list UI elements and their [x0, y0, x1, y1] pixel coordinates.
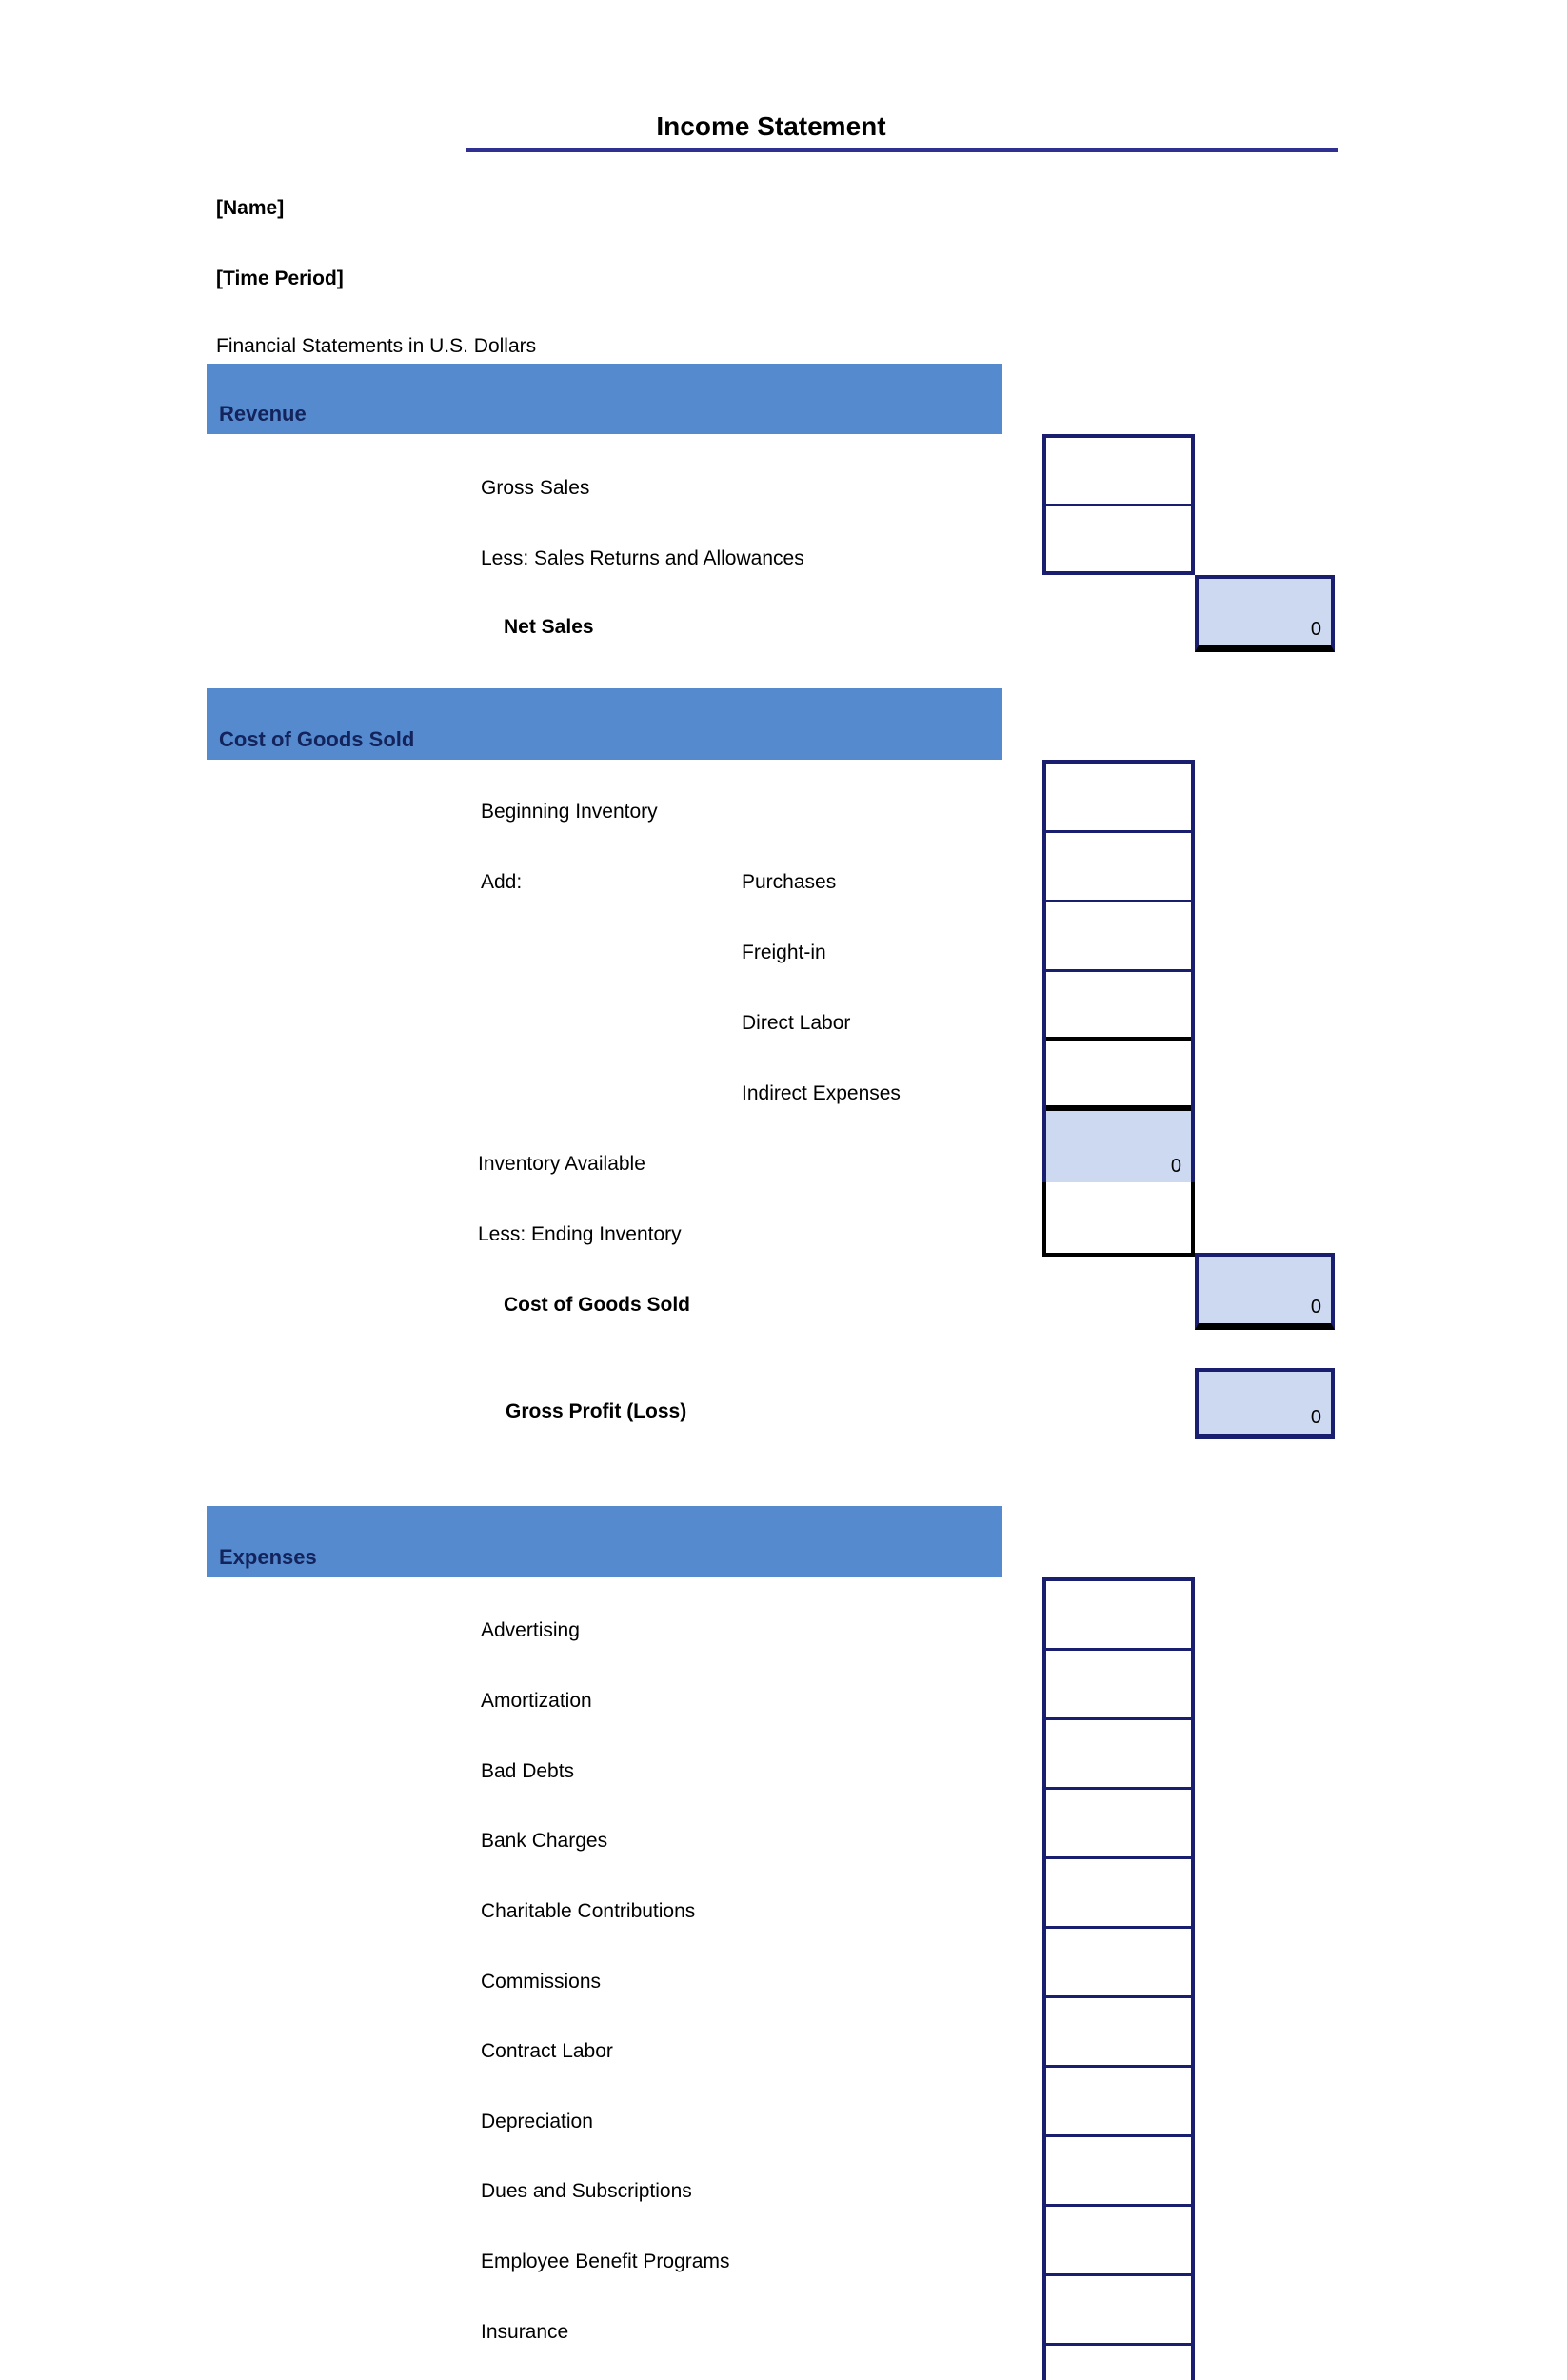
contract-labor-label: Contract Labor [481, 2040, 613, 2062]
freight-in-label: Freight-in [742, 942, 826, 963]
inventory-available-total-cell[interactable]: 0 [1046, 1111, 1191, 1182]
direct-labor-label: Direct Labor [742, 1012, 851, 1034]
add-label: Add: [481, 871, 523, 893]
dues-subscriptions-label: Dues and Subscriptions [481, 2180, 692, 2202]
revenue-section-heading: Revenue [219, 402, 307, 426]
expenses-section-heading: Expenses [219, 1545, 317, 1569]
indirect-expenses-label: Indirect Expenses [742, 1082, 901, 1104]
direct-labor-input-cell[interactable] [1046, 972, 1191, 1041]
cogs-total-cell[interactable]: 0 [1195, 1253, 1335, 1330]
sales-returns-input-cell[interactable] [1046, 506, 1191, 572]
charitable-contributions-label: Charitable Contributions [481, 1900, 696, 1922]
expenses-input-stack [1042, 1577, 1195, 2380]
extra-expense-input-cell[interactable] [1046, 2346, 1191, 2380]
beginning-inventory-input-cell[interactable] [1046, 764, 1191, 833]
commissions-input-cell[interactable] [1046, 1929, 1191, 1998]
time-period-placeholder: [Time Period] [216, 268, 344, 289]
contract-labor-input-cell[interactable] [1046, 1998, 1191, 2068]
revenue-input-stack [1042, 434, 1195, 575]
cogs-section-heading: Cost of Goods Sold [219, 727, 415, 751]
revenue-section-bar [207, 364, 1002, 434]
purchases-label: Purchases [742, 871, 837, 893]
depreciation-label: Depreciation [481, 2111, 593, 2132]
gross-sales-label: Gross Sales [481, 477, 590, 499]
commissions-label: Commissions [481, 1971, 602, 1993]
page-title: Income Statement [656, 111, 886, 141]
amortization-label: Amortization [481, 1690, 592, 1712]
net-sales-total-cell[interactable]: 0 [1195, 575, 1335, 652]
amortization-input-cell[interactable] [1046, 1651, 1191, 1720]
ending-inventory-input-cell[interactable] [1042, 1182, 1195, 1257]
beginning-inventory-label: Beginning Inventory [481, 801, 658, 823]
bad-debts-input-cell[interactable] [1046, 1720, 1191, 1790]
advertising-input-cell[interactable] [1046, 1581, 1191, 1651]
insurance-label: Insurance [481, 2321, 569, 2343]
currency-subtitle: Financial Statements in U.S. Dollars [216, 335, 537, 357]
dues-subscriptions-input-cell[interactable] [1046, 2137, 1191, 2207]
gross-sales-input-cell[interactable] [1046, 438, 1191, 506]
cogs-input-stack [1042, 760, 1195, 1186]
net-sales-label: Net Sales [504, 616, 594, 638]
advertising-label: Advertising [481, 1619, 580, 1641]
freight-in-input-cell[interactable] [1046, 902, 1191, 972]
bank-charges-input-cell[interactable] [1046, 1790, 1191, 1859]
sales-returns-label: Less: Sales Returns and Allowances [481, 547, 804, 569]
insurance-input-cell[interactable] [1046, 2276, 1191, 2346]
expenses-section-bar [207, 1506, 1002, 1577]
bad-debts-label: Bad Debts [481, 1760, 575, 1782]
company-name-placeholder: [Name] [216, 197, 285, 219]
purchases-input-cell[interactable] [1046, 833, 1191, 902]
bank-charges-label: Bank Charges [481, 1830, 608, 1852]
employee-benefit-programs-input-cell[interactable] [1046, 2207, 1191, 2276]
inventory-available-label: Inventory Available [478, 1153, 645, 1175]
gross-profit-label: Gross Profit (Loss) [506, 1400, 687, 1422]
charitable-contributions-input-cell[interactable] [1046, 1859, 1191, 1929]
employee-benefit-programs-label: Employee Benefit Programs [481, 2251, 730, 2272]
title-underline [466, 148, 1338, 152]
indirect-expenses-input-cell[interactable] [1046, 1041, 1191, 1111]
gross-profit-total-cell[interactable]: 0 [1195, 1368, 1335, 1439]
ending-inventory-label: Less: Ending Inventory [478, 1223, 682, 1245]
cogs-section-bar [207, 688, 1002, 760]
cogs-total-label: Cost of Goods Sold [504, 1294, 690, 1316]
depreciation-input-cell[interactable] [1046, 2068, 1191, 2137]
